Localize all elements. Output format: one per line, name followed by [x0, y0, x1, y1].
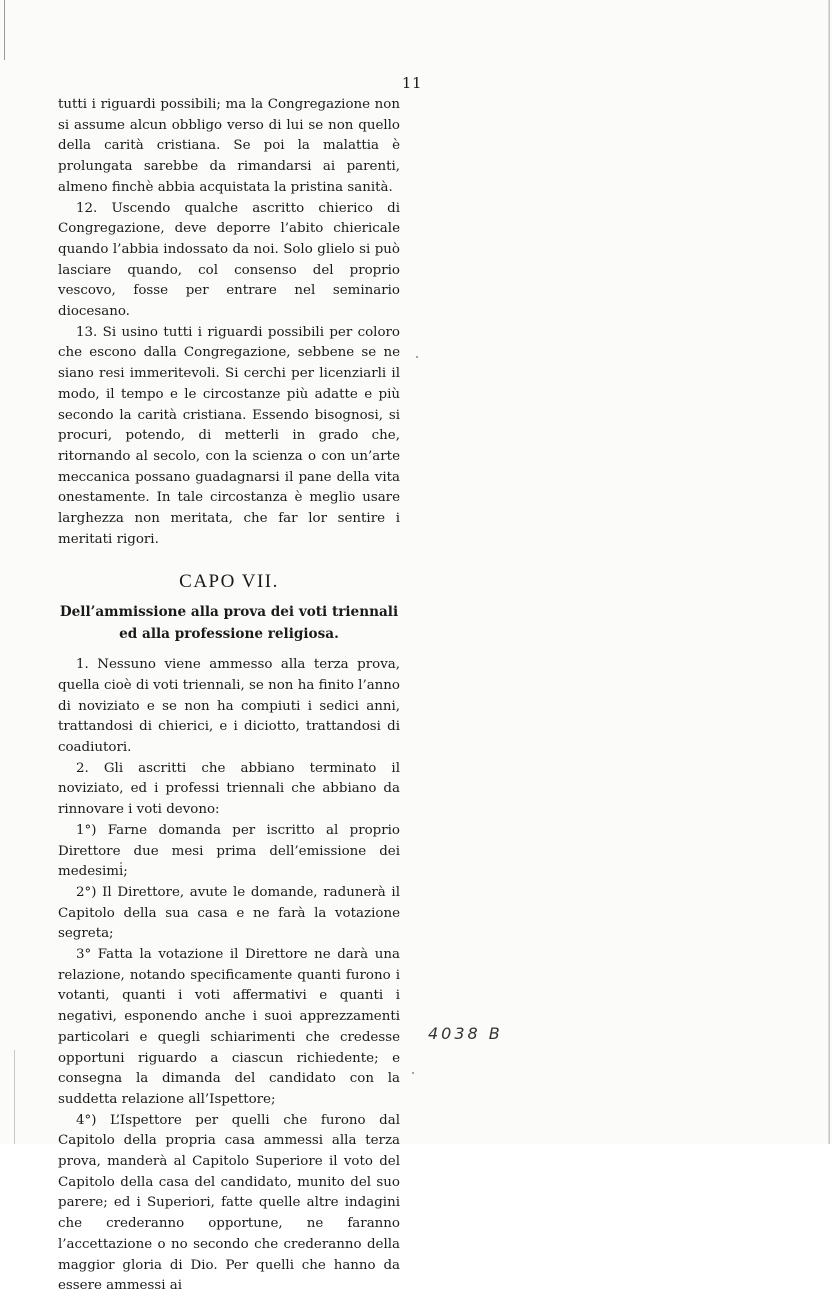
speck: [120, 862, 122, 864]
chapter-subheading: [58, 601, 400, 645]
paragraph-2-item-2: 2°) Il Direttore, avute le domande, radunerà il Capitolo della sua casa e ne farà la votazione segreta;: [58, 884, 400, 942]
page-edge-mark: [14, 1050, 15, 1144]
paragraph-2: 2. Gli ascritti che abbiano terminato il noviziato, ed i professi triennali che abbiano da rinnovare i voti devono:: [58, 760, 400, 818]
page-number: 11: [401, 74, 422, 92]
paragraph-2-item-1: 1°) Farne domanda per iscritto al proprio Direttore due mesi prima dell’emissione dei medesimi;: [58, 822, 400, 880]
page-edge-shadow: [828, 0, 830, 1144]
paragraph-2-item-3: 3° Fatta la votazione il Direttore ne darà una relazione, notando specificamente quanti furono i votanti, quanti i voti affermativi e quanti i negativi, esponendo anche i suoi apprezzamenti particolari e quegli schiarimenti che credesse opportuni riguardo a ciascun richiedente; e consegna la dimanda del candidato con la suddetta relazione all’Ispettore;: [58, 947, 400, 1107]
page-edge-mark: [4, 0, 5, 60]
chapter-heading: CAPO VII.: [179, 571, 279, 593]
speck: [412, 1072, 414, 1074]
handwritten-margin-note: 4038 B: [428, 1024, 503, 1043]
speck: [416, 356, 418, 358]
chapter-subheading-line-1: Dell’ammissione alla prova dei voti triennali: [59, 604, 399, 621]
paragraph-13: 13. Si usino tutti i riguardi possibili per coloro che escono dalla Congregazione, sebbene se ne siano resi immeritevoli. Si cerchi per licenziarli il modo, il tempo e le circostanze più adatte e più secondo la carità cristiana. Essendo bisognosi, si procuri, potendo, di metterli in grado che, ritornando al secolo, con la scienza o con un’arte meccanica possano guadagnarsi il pane della vita onestamente. In tale circostanza è meglio usare larghezza non meritata, che far lor sentire i meritati rigori.: [58, 324, 400, 547]
paragraph-continuation: tutti i riguardi possibili; ma la Congregazione non si assume alcun obbligo verso di lui se non quello della carità cristiana. Se poi la malattia è prolungata sarebbe da rimandarsi ai parenti, almeno finchè abbia acquistata la pristina sanità.: [58, 97, 400, 195]
paragraph-1: 1. Nessuno viene ammesso alla terza prova, quella cioè di voti triennali, se non ha finito l’anno di noviziato e se non ha compiuti i sedici anni, trattandosi di chierici, e i diciotto, trattandosi di coadiutori.: [58, 657, 400, 755]
chapter-subheading-line-2: ed alla professione religiosa.: [119, 626, 339, 643]
paragraph-2-item-4: 4°) L’Ispettore per quelli che furono dal Capitolo della propria casa ammessi alla terza prova, manderà al Capitolo Superiore il voto del Capitolo della casa del candidato, munito del suo parere; ed i Superiori, fatte quelle altre indagini che crederanno opportune, ne faranno l’accettazione o no secondo che crederanno della maggior gloria di Dio. Per quelli che hanno da essere ammessi ai: [58, 1112, 400, 1294]
text-column: [58, 95, 400, 1297]
paragraph-12: 12. Uscendo qualche ascritto chierico di Congregazione, deve deporre l’abito chiericale quando l’abbia indossato da noi. Solo glielo si può lasciare quando, col consenso del proprio vescovo, fosse per entrare nel seminario diocesano.: [58, 200, 400, 320]
